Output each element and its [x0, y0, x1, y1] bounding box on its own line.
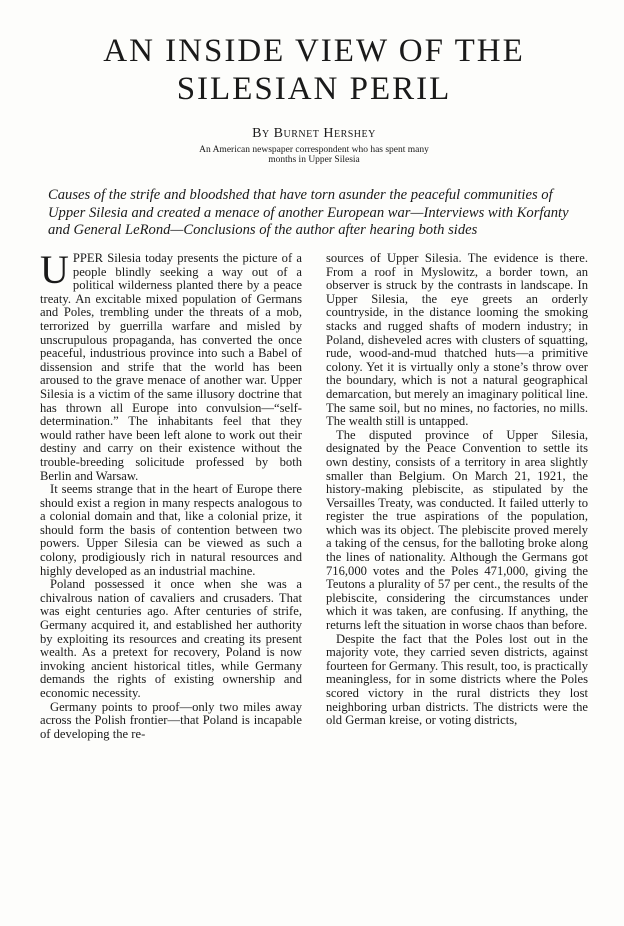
article-page: [40, 30, 588, 741]
body-columns: [40, 247, 588, 741]
title-line-2: SILESIAN PERIL: [176, 71, 452, 107]
drop-cap: U: [40, 247, 69, 292]
paragraph: Despite the fact that the Poles lost out in the majority vote, they carried seven districts, against fourteen for Germany. This result, too, is practically meaningless, for in some districts where the Poles scored victory in the rural districts they lost neighboring urban districts. The districts were the old German kreise, or voting districts,: [326, 631, 588, 728]
article-deck: Causes of the strife and bloodshed that have torn asunder the peaceful communities of Upper Silesia and created a menace of another European war—Interviews with Korfanty and General LeRond—Conclusions of the author after hearing both sides: [48, 187, 569, 238]
title-line-1: AN INSIDE VIEW OF THE: [103, 33, 525, 69]
paragraph: Poland possessed it once when she was a chivalrous nation of cavaliers and crusaders. That was eight centuries ago. After centuries of strife, Germany acquired it, and established her authority by exploiting its resources and creating its present wealth. As a pretext for recovery, Poland is now invoking ancient historical titles, while Germany demands the rights of existing ownership and economic necessity.: [40, 577, 302, 700]
author-note: An American newspaper correspondent who has spent many months in Upper Silesia: [199, 145, 429, 165]
paragraph: The disputed province of Upper Silesia, designated by the Peace Convention to settle its own destiny, consists of a territory in area slightly smaller than Belgium. On March 21, 1921, the history-making plebiscite, as stipulated by the Versailles Treaty, was conducted. It failed utterly to register the true aspirations of the population, which was its object. The plebiscite proved merely a taking of the census, for the balloting broke along the lines of nationality. Although the Germans got 716,000 votes and the Poles 471,000, giving the Teutons a plurality of 57 per cent., the results of the plebiscite, considering the circumstances under which it was taken, are confusing. If anything, the returns left the situation in worse chaos than before.: [326, 427, 588, 633]
paragraph: Germany points to proof—only two miles away across the Polish frontier—that Poland is incapable of developing the re-: [40, 699, 302, 741]
right-column: [326, 252, 588, 741]
byline: By Burnet Hershey: [252, 126, 376, 141]
lead-word: PPER: [72, 251, 103, 265]
paragraph: sources of Upper Silesia. The evidence is there. From a roof in Myslowitz, a border town, an observer is struck by the contrasts in landscape. In Upper Silesia, the eye greets an orderly countryside, in the distance looming the smoking stacks and rugged shafts of modern industry; in Poland, disheveled acres with clusters of squatting, rude, wood-and-mud thatched huts—a primitive colony. Yet it is virtually only a stone’s throw over the boundary, which is not a natural geographical demarcation, but merely an imaginary political line. The same soil, but no mines, no factories, no mills. The wealth still is untapped.: [326, 251, 588, 429]
article-title: [40, 32, 588, 108]
paragraph-text: Silesia today presents the picture of a people blindly seeking a way out of a political wilderness planted there by a peace treaty. An excitable mixed population of Germans and Poles, trembling under the threats of a mob, terrorized by guerrilla warfare and misled by unscrupulous propaganda, has converted the once peaceful, industrious province into such a Babel of dissension and strife that the world has been aroused to the grave menace of another war. Upper Silesia is a victim of the same illusory doctrine that has thrown all Europe into convulsion—“self-determination.” The inhabitants feel that they would rather have been left alone to work out their destiny and carry on their existence without the trouble-breeding solicitude professed by both Berlin and Warsaw.: [40, 251, 302, 483]
paragraph: It seems strange that in the heart of Europe there should exist a region in many respects analogous to a colonial domain and that, like a colonial prize, it should form the basis of contention between two powers. Upper Silesia can be viewed as such a colony, prodigiously rich in natural resources and highly developed as an industrial machine.: [40, 482, 302, 578]
paragraph: [40, 247, 302, 483]
left-column: [40, 247, 302, 741]
